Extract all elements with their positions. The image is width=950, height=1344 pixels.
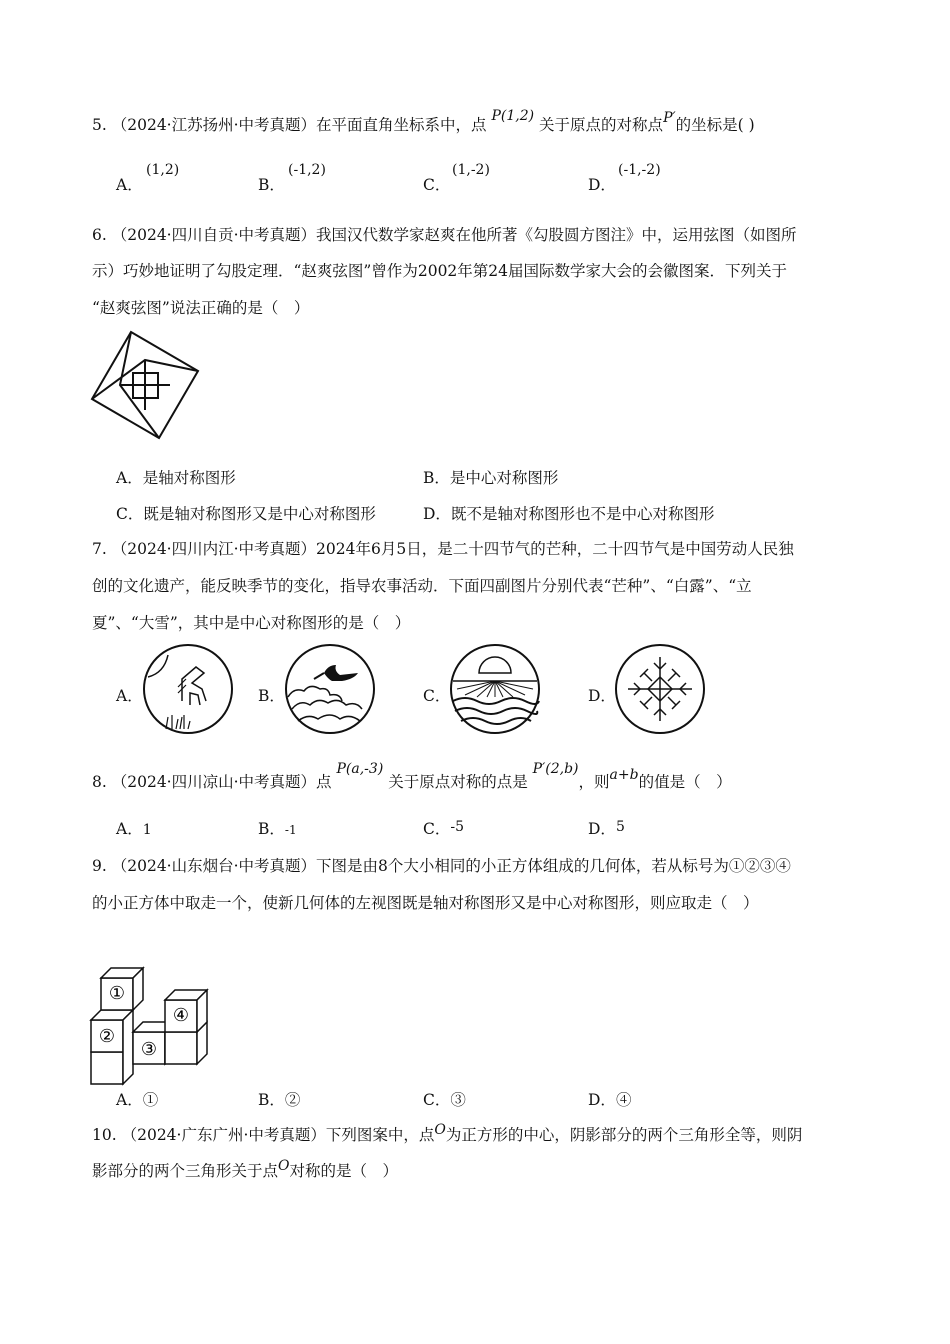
question-10-line-2	[92, 1160, 398, 1183]
question-text: 为正方形的中心，阴影部分的两个三角形全等，则阴	[445, 1126, 803, 1144]
option-label: C．	[116, 505, 144, 523]
option-a[interactable]	[116, 685, 143, 707]
option-label: A．	[116, 1091, 143, 1109]
question-7-line-1	[92, 538, 794, 560]
option-c-value: (1,-2)	[452, 162, 490, 178]
math-point: O	[434, 1122, 446, 1138]
math-point-prime: P′	[663, 110, 676, 126]
cube-label-4: ④	[172, 1005, 190, 1026]
snowflake-icon	[614, 643, 706, 735]
cube-label-3: ③	[140, 1039, 158, 1060]
option-b[interactable]	[258, 818, 297, 841]
option-label: B．	[258, 820, 285, 838]
question-text: 在平面直角坐标系中，点	[316, 116, 487, 134]
option-label: A．	[116, 820, 143, 838]
question-text: 关于原点对称的点是	[388, 773, 528, 791]
option-label: D．	[588, 820, 616, 838]
question-source: （2024·山东烟台·中考真题）	[111, 857, 317, 875]
option-d[interactable]	[588, 818, 625, 841]
option-label: A．	[116, 176, 143, 194]
question-number: 10.	[92, 1126, 117, 1144]
question-source: （2024·四川内江·中考真题）	[111, 540, 317, 558]
option-label: C．	[423, 687, 451, 705]
option-label: D．	[423, 505, 451, 523]
option-value: ④	[615, 1091, 632, 1109]
question-text: ，则	[578, 773, 610, 791]
question-number: 8.	[92, 773, 107, 791]
question-source: （2024·广东广州·中考真题）	[121, 1126, 326, 1144]
option-label: A．	[116, 687, 143, 705]
option-label: B．	[258, 1091, 285, 1109]
option-value: 1	[142, 822, 152, 838]
question-9-line-1	[92, 855, 791, 877]
question-10-line-1	[92, 1124, 802, 1147]
option-b[interactable]	[423, 467, 558, 489]
goose-cloud-icon	[284, 643, 376, 735]
option-d[interactable]	[588, 174, 616, 196]
math-point: P(a,-3)	[336, 761, 384, 777]
option-value: ③	[450, 1091, 466, 1109]
math-point: O	[278, 1158, 290, 1174]
option-value: 是轴对称图形	[142, 469, 236, 487]
option-value: 是中心对称图形	[449, 469, 559, 487]
question-5-stem	[92, 108, 755, 137]
option-value: 既是轴对称图形又是中心对称图形	[143, 505, 376, 523]
option-value: -1	[284, 823, 297, 837]
option-b[interactable]	[258, 1089, 300, 1111]
option-value: ①	[142, 1091, 159, 1109]
cube-stack-figure	[90, 924, 210, 1084]
question-number: 6.	[92, 226, 107, 244]
math-expression: a+b	[609, 767, 639, 783]
option-a[interactable]	[116, 818, 152, 841]
option-label: B．	[423, 469, 450, 487]
cube-label-2: ②	[98, 1026, 116, 1047]
option-value: 5	[615, 819, 625, 835]
question-text: 的坐标是( )	[675, 116, 755, 134]
question-6-line-2: 示）巧妙地证明了勾股定理．“赵爽弦图”曾作为2002年第24届国际数学家大会的会徽图案．下列关于	[92, 262, 788, 280]
question-6-line-3: “赵爽弦图”说法正确的是（ ）	[92, 299, 310, 317]
grain-crop-icon	[142, 643, 234, 735]
question-number: 7.	[92, 540, 107, 558]
option-value: ②	[284, 1091, 301, 1109]
question-7-line-2: 创的文化遗产，能反映季节的变化，指导农事活动．下面四副图片分别代表“芒种”、“白露”、“立	[92, 577, 752, 595]
question-text: 我国汉代数学家赵爽在他所著《勾股圆方图注》中，运用弦图（如图所	[316, 226, 797, 244]
option-a-value: (1,2)	[146, 162, 180, 178]
option-label: C．	[423, 1091, 451, 1109]
question-text: 关于原点的对称点	[539, 116, 664, 134]
question-6-line-1	[92, 224, 797, 246]
question-7-line-3: 夏”、“大雪”，其中是中心对称图形的是（ ）	[92, 614, 411, 632]
option-d[interactable]	[588, 1089, 631, 1111]
question-number: 5.	[92, 116, 107, 134]
question-source: （2024·江苏扬州·中考真题）	[111, 116, 317, 134]
option-c[interactable]	[423, 685, 450, 707]
question-text: 对称的是（ ）	[289, 1162, 399, 1180]
question-text: 下图是由8个大小相同的小正方体组成的几何体，若从标号为①②③④	[316, 857, 791, 875]
cube-label-1: ①	[108, 983, 126, 1004]
option-d[interactable]	[423, 503, 714, 525]
zhao-shuang-chord-diagram	[92, 332, 198, 438]
option-b[interactable]	[258, 174, 285, 196]
question-number: 9.	[92, 857, 107, 875]
option-label: D．	[588, 1091, 616, 1109]
question-8-stem	[92, 761, 732, 794]
option-label: A．	[116, 469, 143, 487]
math-point: P(1,2)	[491, 108, 535, 124]
option-label: D．	[588, 687, 616, 705]
option-label: D．	[588, 176, 616, 194]
option-d-value: (-1,-2)	[618, 162, 661, 178]
option-a[interactable]	[116, 467, 236, 489]
option-b[interactable]	[258, 685, 285, 707]
option-a[interactable]	[116, 1089, 158, 1111]
option-c[interactable]	[116, 503, 376, 525]
option-label: C．	[423, 176, 451, 194]
option-value: 既不是轴对称图形也不是中心对称图形	[450, 505, 715, 523]
option-label: B．	[258, 176, 285, 194]
option-b-value: (-1,2)	[288, 162, 326, 178]
option-c[interactable]	[423, 1089, 466, 1111]
option-a[interactable]	[116, 174, 143, 196]
math-point-prime: P′(2,b)	[532, 761, 579, 777]
option-d[interactable]	[588, 685, 616, 707]
question-source: （2024·四川自贡·中考真题）	[111, 226, 317, 244]
question-text: 2024年6月5日，是二十四节气的芒种，二十四节气是中国劳动人民独	[316, 540, 794, 558]
question-text: 影部分的两个三角形关于点	[92, 1162, 279, 1180]
question-source: （2024·四川凉山·中考真题）	[111, 773, 317, 791]
option-label: C．	[423, 820, 451, 838]
option-c[interactable]	[423, 818, 464, 841]
question-9-line-2: 的小正方体中取走一个，使新几何体的左视图既是轴对称图形又是中心对称图形，则应取走（ ）	[92, 894, 759, 912]
option-label: B．	[258, 687, 285, 705]
question-text: 的值是（ ）	[638, 773, 732, 791]
option-value: -5	[450, 819, 465, 835]
sun-sea-icon	[449, 643, 541, 735]
question-text: 下列图案中，点	[325, 1126, 435, 1144]
question-text: 点	[316, 773, 332, 791]
option-c[interactable]	[423, 174, 450, 196]
